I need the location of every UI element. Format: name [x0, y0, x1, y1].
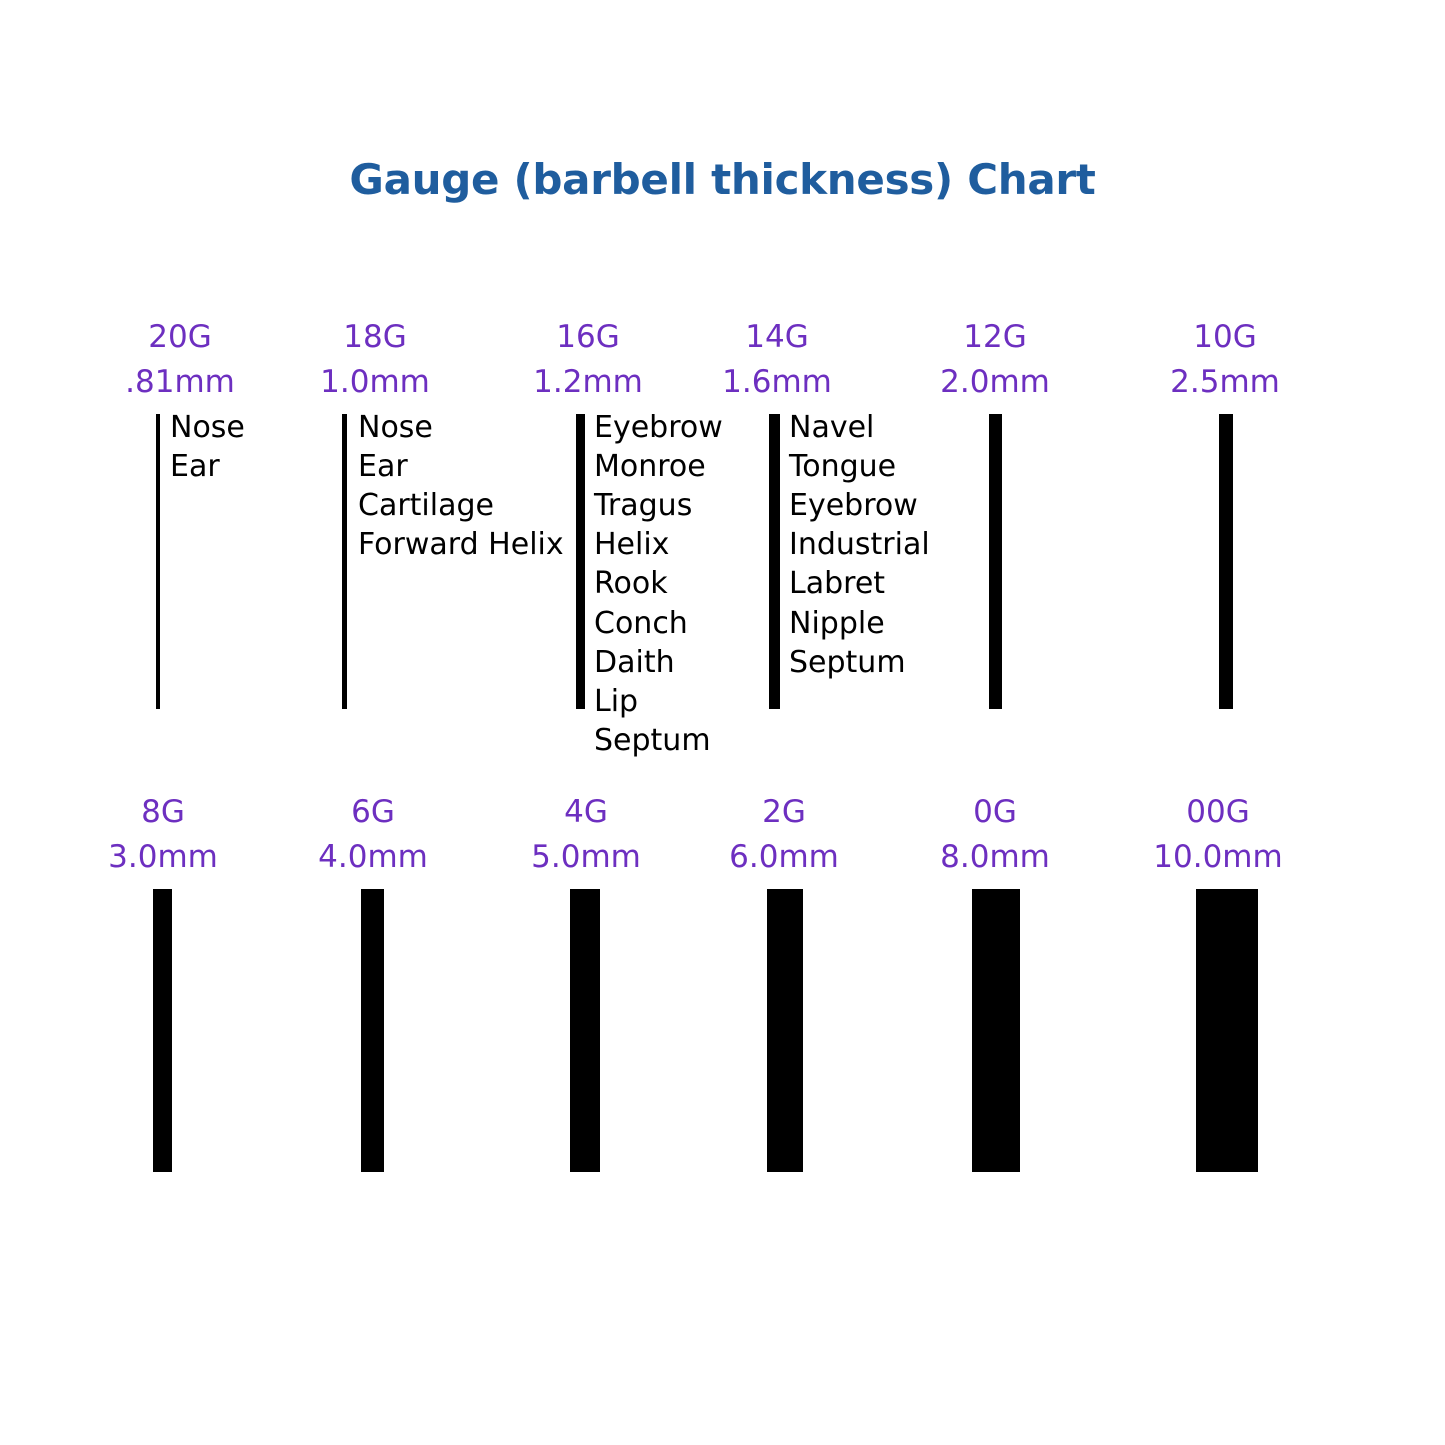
gauge-bar: [1219, 414, 1233, 709]
gauge-bar: [156, 414, 160, 709]
gauge-bar: [1196, 889, 1258, 1172]
gauge-heading: [679, 790, 889, 880]
list-item: Helix: [594, 527, 670, 563]
gauge-cell-2g: [679, 790, 889, 1249]
gauge-heading: [1120, 315, 1330, 405]
gauge-mm-label: 1.0mm: [320, 363, 430, 400]
gauge-cell-4g: [481, 790, 691, 1249]
gauge-label: 20G: [148, 319, 212, 355]
gauge-bar-and-sites: [270, 409, 564, 774]
gauge-bar-and-sites: [890, 414, 1100, 774]
gauge-bar: [767, 889, 803, 1172]
gauge-mm-label: 3.0mm: [108, 838, 218, 875]
gauge-bar-and-sites: [672, 409, 930, 774]
gauge-bar: [361, 889, 384, 1172]
gauge-bar-and-sites: [268, 889, 478, 1249]
list-item: Tongue: [789, 449, 897, 485]
gauge-label: 12G: [963, 319, 1027, 355]
list-item: Ear: [358, 449, 408, 485]
page-title: Gauge (barbell thickness) Chart: [349, 155, 1096, 204]
gauge-cell-20g: [75, 315, 285, 774]
list-item: Lip: [594, 683, 639, 719]
gauge-mm-label: 4.0mm: [318, 838, 428, 875]
list-item: Ear: [170, 449, 220, 485]
gauge-bar: [342, 414, 347, 709]
gauge-cell-0g: [890, 790, 1100, 1249]
gauge-label: 10G: [1193, 319, 1257, 355]
gauge-label: 8G: [141, 794, 185, 830]
gauge-label: 6G: [351, 794, 395, 830]
gauge-bar-and-sites: [483, 409, 723, 774]
gauge-mm-label: 1.2mm: [533, 363, 643, 400]
list-item: Conch: [594, 605, 688, 641]
list-item: Eyebrow: [789, 488, 918, 524]
gauge-mm-label: 5.0mm: [531, 838, 641, 875]
gauge-label: 16G: [556, 319, 620, 355]
gauge-label: 00G: [1186, 794, 1250, 830]
list-item: Tragus: [594, 488, 693, 524]
list-item: Nose: [358, 409, 433, 445]
gauge-bar-and-sites: [75, 409, 285, 774]
gauge-mm-label: 2.5mm: [1170, 363, 1280, 400]
gauge-heading: [270, 315, 480, 405]
gauge-cell-10g: [1120, 315, 1330, 774]
gauge-bar: [769, 414, 780, 709]
gauge-bar-and-sites: [890, 889, 1100, 1249]
gauge-label: 14G: [745, 319, 809, 355]
gauge-heading: [672, 315, 882, 405]
gauge-cell-00g: [1113, 790, 1323, 1249]
list-item: Forward Helix: [358, 527, 564, 563]
list-item: Cartilage: [358, 488, 494, 524]
list-item: Nose: [170, 409, 245, 445]
gauge-bar-and-sites: [481, 889, 691, 1249]
gauge-bar: [153, 889, 172, 1172]
gauge-mm-label: 8.0mm: [940, 838, 1050, 875]
gauge-bar: [570, 889, 600, 1172]
list-item: Septum: [594, 723, 711, 758]
gauge-cell-14g: [672, 315, 930, 774]
gauge-bar: [989, 414, 1002, 709]
gauge-label: 0G: [973, 794, 1017, 830]
gauge-mm-label: 6.0mm: [729, 838, 839, 875]
gauge-heading: [75, 315, 285, 405]
gauge-row-top: [0, 315, 1445, 835]
gauge-label: 2G: [762, 794, 806, 830]
gauge-mm-label: .81mm: [125, 363, 235, 400]
gauge-site-list: [170, 408, 245, 486]
gauge-bar-and-sites: [679, 889, 889, 1249]
list-item: Navel: [789, 409, 875, 445]
gauge-label: 4G: [564, 794, 608, 830]
gauge-mm-label: 10.0mm: [1153, 838, 1283, 875]
gauge-heading: [481, 790, 691, 880]
list-item: Eyebrow: [594, 409, 723, 445]
list-item: Industrial: [789, 527, 930, 563]
list-item: Daith: [594, 644, 675, 680]
gauge-row-bottom: [0, 790, 1445, 1310]
gauge-heading: [268, 790, 478, 880]
gauge-label: 18G: [343, 319, 407, 355]
list-item: Nipple: [789, 605, 885, 641]
gauge-heading: [890, 315, 1100, 405]
list-item: Rook: [594, 566, 668, 602]
gauge-cell-12g: [890, 315, 1100, 774]
gauge-bar: [576, 414, 585, 709]
gauge-cell-8g: [58, 790, 268, 1249]
gauge-cell-16g: [483, 315, 723, 774]
gauge-heading: [58, 790, 268, 880]
gauge-heading: [890, 790, 1100, 880]
gauge-bar: [972, 889, 1020, 1172]
list-item: Septum: [789, 644, 906, 680]
gauge-heading: [1113, 790, 1323, 880]
gauge-bar-and-sites: [1120, 414, 1330, 774]
gauge-cell-18g: [270, 315, 564, 774]
list-item: Monroe: [594, 449, 706, 485]
gauge-heading: [483, 315, 693, 405]
gauge-mm-label: 1.6mm: [722, 363, 832, 400]
gauge-mm-label: 2.0mm: [940, 363, 1050, 400]
gauge-bar-and-sites: [58, 889, 268, 1249]
gauge-bar-and-sites: [1113, 889, 1323, 1249]
gauge-cell-6g: [268, 790, 478, 1249]
list-item: Labret: [789, 566, 886, 602]
